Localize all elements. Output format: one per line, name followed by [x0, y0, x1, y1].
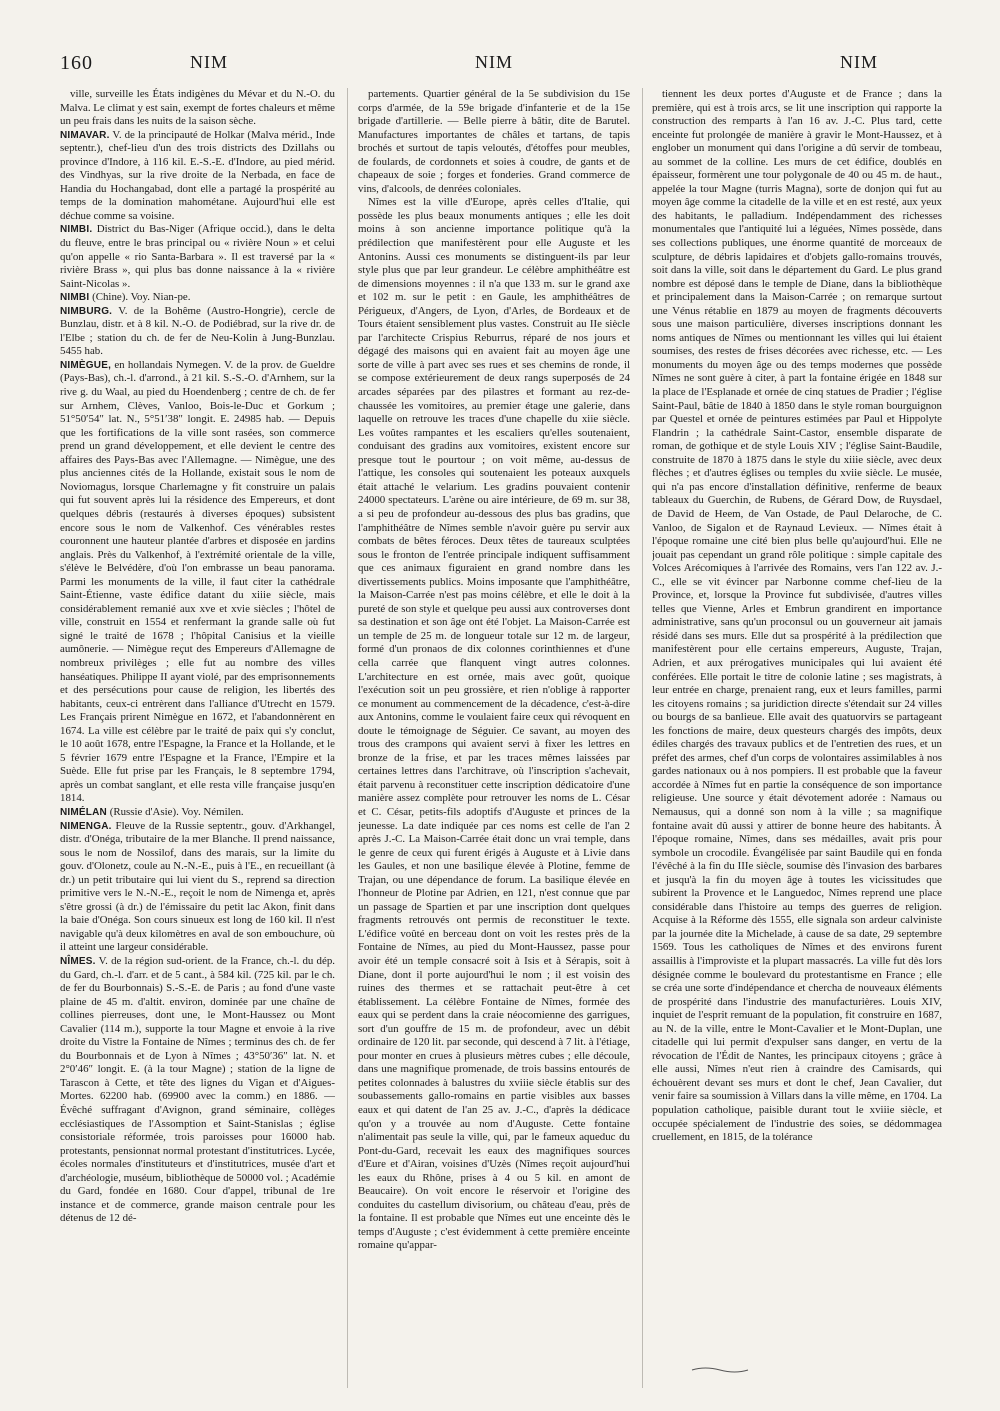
entry-headword: NIMBI.	[60, 224, 93, 236]
text-paragraph	[358, 88, 630, 196]
entry-body: V. de la principauté de Holkar (Malva mérid., Inde septentr.), chef-lieu d'un des trois districts des Dzillahs ou province d'Indore, à 116 kil. E.-S.-E. d'Indore, au pied mérid. des Vindhyas, sur la rive droite de la Nerbada, en face de Handia du Hochangabad, dont elle a partagé la prospérité au temps de la domination mahométane. Aujourd'hui elle est déchue comme sa voisine.	[60, 128, 335, 222]
dictionary-entry	[60, 305, 335, 359]
entry-body: en hollandais Nymegen. V. de la prov. de Gueldre (Pays-Bas), ch.-l. d'arrond., à 21 kil. S.-S.-O. d'Arnhem, sur la rive g. du Waal, au pied du Hoendenberg ; centre de ch. de fer sur Arnhem, Clèves, Vanloo, Bois-le-Duc et Gorkum ; 51°50′54″ lat. N., 5°51′38″ longit. E. 24985 hab. — Depuis que les fortifications de la ville sont rasées, son commerce prend un grand développement, et elle devient le centre des affaires des Pays-Bas avec l'Allemagne. — Nimègue, une des plus anciennes cités de la Hollande, existait sous le nom de Noviomagus, lorsque Charlemagne y fit construire un palais qui fut souvent après lui la résidence des Empereurs, et dont quelques débris (restaurés à diverses époques) subsistent encore sous le nom de Valkenhof. Ces vénérables restes couronnent une hauteur plantée d'arbres et disposée en jardins anglais. Près du Valkenhof, à l'extrémité orientale de la ville, s'élève le Belvédère, d'où l'on embrasse un beau panorama. Parmi les monuments de la ville, il faut citer la cathédrale Saint-Étienne, vaste édifice datant du xiiie siècle, mais considérablement remanié aux xve et xvie siècles ; l'hôtel de ville, construit en 1554 et renfermant la grande salle où fut signé le traité de 1678 ; l'hôpital Canisius et la vieille aumônerie. — Nimègue reçut des Empereurs d'Allemagne de nombreux privilèges ; elle fut au nombre des villes hanséatiques. Philippe II ayant violé, par des emprisonnements et des persécutions pour cause de religion, les libertés des habitants, ceux-ci entrèrent dans l'alliance d'Utrecht en 1579. Les Français prirent Nimègue en 1672, et l'abandonnèrent en 1674. La ville est célèbre par le traité de paix qui s'y conclut, le 10 août 1678, entre l'Espagne, la France et la Hollande, et le 5 février 1679 entre l'Espagne et la France, l'Empire et la Suède. Elle fut prise par les Français, le 8 septembre 1794, après un combat sanglant, et elle resta ville française jusqu'en 1814.	[60, 358, 335, 805]
dictionary-entry	[60, 806, 335, 820]
dictionary-entry	[60, 359, 335, 806]
entry-body: partements. Quartier général de la 5e subdivision du 15e corps d'armée, de la 59e brigade d'infanterie et de la 15e brigade d'artillerie. — Belle pierre à bâtir, dite de Barutel. Manufactures importantes de châles et tartans, de tapis brochés et surtout de tapis veloutés, d'étoffes pour meubles, de foulards, de cordonnets et soies à coudre, de gants et de chapeaux de soie ; forges et fonderies. Grand commerce de vins, d'alcools, de denrées coloniales.	[358, 88, 630, 195]
entry-headword: NÎMES.	[60, 956, 96, 967]
entry-body: tiennent les deux portes d'Auguste et de France ; dans la première, qui est à trois arcs, se lit une inscription qui rapporte la construction des remparts à l'an 16 av. J.-C. Plus tard, cette enceinte fut prolongée de manière à gravir le Mont-Haussez, et à englober un monument qui dans l'origine a dû servir de tombeau, au sommet de la colline. Les murs de cet édifice, doublés en épaisseur, formèrent une tour polygonale de 40 ou 45 m. de haut., appelée la tour Magne (turris Magna), sorte de donjon qui fut au moyen âge comme la citadelle de la ville et en est resté, aux yeux des habitants, le palladium. Indépendamment des richesses monumentales que l'antiquité lui a léguées, Nîmes possède, dans ses collections publiques, une énorme quantité de morceaux de sculpture, de débris lapidaires et d'objets gallo-romains trouvés, soit dans la ville, soit dans le département du Gard. Le plus grand nombre est déposé dans le temple de Diane, dans la bibliothèque et principalement dans la Maison-Carrée ; on remarque surtout une Vénus rétablie en 1879 au moyen de fragments découverts sous une maison particulière, diverses inscriptions donnant les noms antiques de Nîmes ou mentionnant les villes qui lui étaient soumises, des restes de frises décorées avec richesse, etc. — Les monuments du moyen âge ou des temps modernes que possède Nîmes ne sont guère à citer, à part la fontaine érigée en 1848 sur la place de l'Esplanade et ornée de cinq statues de Pradier ; l'église Saint-Paul, bâtie de 1840 à 1850 dans le style roman bourguignon par Questel et ornée de peintures estimées par Paul et Hippolyte Flandrin ; la cathédrale Saint-Castor, ensemble disparate de roman, de gothique et de style Louis XIV ; l'église Saint-Baudile, construite de 1870 à 1875 dans le style du xiiie siècle, avec deux flèches ; et d'autres églises ou temples du xviie siècle. Le musée, qui n'a pas encore d'installation définitive, renferme de beaux tableaux du Guerchin, de Rubens, de Gérard Dow, de Ruysdael, de David de Heem, de Van Ostade, de Paul Delaroche, de C. Vanloo, de Sigalon et de Raynaud Levieux. — Nîmes était à l'époque romaine une cité bien plus belle qu'aujourd'hui. Elle ne jouait pas cependant un grand rôle politique : simple capitale des Volces Arécomiques à l'arrivée des Romains, vers l'an 122 av. J.-C., elle se vit évincer par Narbonne comme chef-lieu de la Province, et, lorsque la Province fut subdivisée, d'autres villes telles que Vienne, Arles et Embrun grandirent en importance administrative, sans qu'un proconsul ou un gouverneur ait jamais résidé dans ses murs. Elle dut sa prospérité à la prédilection que manifestèrent pour elle certains empereurs, Auguste, Trajan, Adrien, et aux prérogatives municipales qui lui avaient été conférées. Elle portait le titre de colonie latine ; ses magistrats, à leur entrée en charge, prenaient rang, eux et leurs familles, parmi les citoyens romains ; sa juridiction directe s'étendait sur 24 villes ou bourgs de sa banlieue. Elle avait des quatuorvirs se partageant les fonctions de maire, deux questeurs chargés des impôts, deux édiles chargés des travaux publics et de l'entretien des rues, et un préfet des armes, chef d'un corps de volontaires assimilables à nos gardes nationaux ou à nos pompiers. Il est probable que la faveur accordée à Nîmes fut en partie la conséquence de son importance religieuse. Une source y était dévotement adorée : Namaus ou Nemausus, qui a donné son nom à la ville ; sa magnifique fontaine avait dû aussi y attirer de bonne heure des habitants. À l'époque romaine, Nîmes, dans ses médailles, avait pris pour symbole un crocodile. Évangélisée par saint Baudile qui en fonda l'évêché à la fin du IIIe siècle, soumise dès l'invasion des barbares et jusqu'à la fin du moyen âge à toutes les vicissitudes que subirent la Provence et le Languedoc, Nîmes reprend une place considérable dans l'histoire au temps des guerres de religion. Acquise à la Réforme dès 1555, elle signala son ardeur calviniste par la journée dite la Michelade, à cause de sa date, 29 septembre 1569. Tous les catholiques de Nîmes et des environs furent assaillis à l'improviste et la plupart massacrés. La ville fut dès lors désignée comme le boulevard du protestantisme en France ; elle se créa une sorte d'indépendance et chercha de nouveaux éléments de prospérité dans l'industrie des manufacturières. Louis XIV, inquiet de l'esprit remuant de la population, fit construire en 1687, au N. de la ville, entre le Mont-Cavalier et le Mont-Duplan, une citadelle qui lui permit d'expulser sans danger, en vertu de la révocation de l'Édit de Nantes, les principaux citoyens ; grâce à elle aussi, Nîmes n'eut rien à craindre des Camisards, qui échouèrent devant ses murs et dont le chef, Jean Cavalier, dut venir faire sa soumission à Villars dans la ville même, en 1704. La population catholique, paisible durant tout le xviiie siècle, et occupée spécialement de l'industrie des soies, se dédommagea cruellement, en 1815, de la tolérance	[652, 88, 942, 1144]
entry-headword: NIMBI	[60, 292, 90, 304]
entry-headword: NIMAVAR.	[60, 129, 110, 141]
entry-body: (Russie d'Asie). Voy. Némilen.	[109, 805, 244, 818]
column-divider	[347, 88, 348, 1388]
dictionary-entry	[60, 129, 335, 224]
entry-body: ville, surveille les États indigènes du Mévar et du N.-O. du Malva. Le climat y est sain, exempt de fortes chaleurs et même un peu frais dans les nuits de la saison sèche.	[60, 88, 335, 128]
dictionary-entry	[60, 223, 335, 291]
entry-body: V. de la Bohême (Austro-Hongrie), cercle de Bunzlau, distr. et à 8 kil. N.-O. de Podiébrad, sur la rive dr. de l'Elbe ; station du ch. de fer de Neu-Kolin à Jung-Bunzlau. 5455 hab.	[60, 304, 335, 358]
text-paragraph	[60, 88, 335, 129]
text-paragraph	[358, 196, 630, 1253]
dictionary-entry	[60, 291, 335, 305]
column-divider	[642, 88, 643, 1388]
header-right-word: NIM	[840, 52, 878, 72]
entry-body: V. de la région sud-orient. de la France, ch.-l. du dép. du Gard, ch.-l. d'arr. et de 5 cant., à 584 kil. (725 kil. par le ch. de fer du Bourbonnais) S.-S.-E. de Paris ; au fond d'une vaste plaine de 45 m. d'altit. environ, dominée par une chaîne de collines pierreuses, dont une, le Mont-Haussez ou Mont Cavalier (114 m.), supporte la tour Magne et envoie à la rive droite du Vistre la Fontaine de Nîmes ; terminus des ch. de fer du Bourbonnais et de Lyon à Nîmes ; 43°50′36″ lat. N. et 2°0′46″ longit. E. (à la tour Magne) ; station de la ligne de Tarascon à Cette, et tête des lignes du Vigan et d'Aigues-Mortes. 62200 hab. (69900 avec la comm.) en 1886. — Évêché suffragant d'Avignon, grand séminaire, collèges ecclésiastiques de l'Assomption et Saint-Stanislas ; église consistoriale réformée, trois paroisses pour 16000 hab. protestants, pensionnat normal protestant d'institutrices. Lycée, écoles normales d'instituteurs et d'institutrices, musée d'art et d'archéologie, muséum, bibliothèque de 50000 vol. ; Académie du Gard, fondée en 1680. Cour d'appel, tribunal de 1re instance et de commerce, grande maison centrale pour les détenus de 12 dé-	[60, 955, 335, 1225]
entry-body: Fleuve de la Russie septentr., gouv. d'Arkhangel, distr. d'Onéga, tributaire de la mer Blanche. Il prend naissance, sous le nom de Nossilof, dans des marais, sur la limite du gouv. d'Olonetz, coule au N.-N.-E., puis à l'E., en recueillant (à dr.) un petit tributaire qui lui vient du S., reprend sa direction primitive vers le N.-N.-E., reçoit le nom de Nimenga et, après s'être grossi (à dr.) de l'émissaire du petit lac Akon, finit dans la baie d'Onéga. Son cours sinueux est long de 160 kil. Il n'est navigable qu'à deux kilomètres en aval de son embouchure, où il atteint une largeur considérable.	[60, 819, 335, 954]
page-number: 160	[60, 52, 93, 74]
entry-headword: NIMENGA.	[60, 820, 112, 832]
entry-body: District du Bas-Niger (Afrique occid.), dans le delta du fleuve, entre le bras principal ou « rivière Noun » et celui qu'on appelle « rio Santa-Barbara ». Il est traversé par la « rivière Brass », qui plus bas donne naissance à la « rivière Saint-Nicolas ».	[60, 223, 335, 290]
running-header	[60, 52, 948, 82]
entry-headword: NIMBURG.	[60, 305, 113, 317]
entry-body: Nîmes est la ville d'Europe, après celles d'Italie, qui possède les plus beaux monuments antiques ; elle les doit moins à son ancienne importance politique qu'à la prédilection que manifestèrent pour elle Auguste et les Antonins. Aussi ces monuments se distinguent-ils par leur style plus que par leur grandeur. Le célèbre amphithéâtre est de dimensions moyennes : il n'a que 133 m. sur le grand axe et 102 m. sur le petit : en Gaule, les amphithéâtres de Périgueux, d'Angers, de Lyon, d'Arles, de Bordeaux et de Tours étaient sensiblement plus vastes. Construit au IIe siècle par l'architecte Crispius Reburrus, réparé de nos jours et dégagé des maisons qui en avaient fait au moyen âge une sorte de ville à part avec ses rues et ses chemins de ronde, il se compose extérieurement de deux rangs superposés de 24 arcades séparées par des pilastres et formant au rez-de-chaussée les vomitoires, au premier étage une galerie, dans laquelle on retrouve les traces d'une chapelle du xiie siècle. Les voûtes rampantes et les escaliers qu'elles soutenaient, conduisant des gradins aux vomitoires, existent encore sur presque tout le pourtour ; on voit même, au-dessus de l'attique, les consoles qui soutenaient les poteaux auxquels était attaché le velarium. Les gradins pouvaient contenir 24000 spectateurs. L'arène ou aire intérieure, de 69 m. sur 38, a si peu de profondeur au-dessous des plus bas gradins, que l'amphithéâtre de Nîmes semble n'avoir guère pu servir aux combats de bêtes féroces. Deux têtes de taureaux sculptées sous le fronton de l'entrée principale indiquent suffisamment que ces animaux figuraient en grand nombre dans les divertissements publics. Moins imposante que l'amphithéâtre, la Maison-Carrée n'est pas moins célèbre, et elle le doit à la pureté de son style et quelque peu aussi aux controverses dont sa destination et son âge ont été l'objet. La Maison-Carrée est un temple de 25 m. de longueur totale sur 12 m. de largeur, formé d'un pronaos de dix colonnes corinthiennes et d'une cella carrée que flanquent vingt autres colonnes. L'architecture en est ornée, mais avec goût, quoique l'exécution soit un peu grossière, et rien n'oblige à rapporter ce monument au commencement de la décadence, c'est-à-dire aux Antonins, comme le voulaient faire ceux qui révoquent en doute le témoignage de Séguier. Ce savant, au moyen des trous des crampons qui avaient servi à fixer les lettres en bronze de la frise, et par les traces mêmes laissées par certaines lettres dans l'architrave, où l'inscription s'achevait, était parvenu à reconstituer cette inscription dédicatoire d'une manière assez complète pour retrouver les noms de L. César et C. César, petits-fils adoptifs d'Auguste et princes de la jeunesse. La date indiquée par ces noms est celle de l'an 2 après J.-C. La Maison-Carrée était donc un vrai temple, dans le genre de ceux qui furent érigés à Auguste et à Livie dans les Gaules, et non une basilique élevée à Plotine, femme de Trajan, ou une dépendance de forum. La basilique élevée en l'honneur de Plotine par Adrien, en 121, n'est connue que par un passage de Spartien et par une inscription dont quelques fragments retrouvés ont permis de reconstituer le texte. L'édifice voûté en berceau dont on voit les restes près de la Fontaine de Nîmes, au pied du Mont-Haussez, passe pour avoir été un temple consacré soit à Isis et à Sérapis, soit à Diane, dont il porte aujourd'hui le nom ; il est voisin des ruines des thermes et se rattachait peut-être à cet établissement. La célèbre Fontaine de Nîmes, formée des eaux qui se perdent dans la craie néocomienne des garrigues, sort d'un gouffre de 15 m. de profondeur, avec un débit ordinaire de 120 lit. par seconde, qui descend à 7 lit. à l'étiage, pour monter en crues à plusieurs mètres cubes ; elle découle, dans une magnifique promenade, de trois bassins entourés de petites colonnades à balustres du xviiie siècle établis sur des soubassements gallo-romains en partie visibles aux basses eaux et qui datent de l'an 25 av. J.-C., d'après la dédicace qu'on y a trouvée au nom d'Auguste. Cette fontaine n'alimentait pas seule la ville, qui, par le fameux aqueduc du Pont-du-Gard, recevait les eaux des magnifiques sources d'Eure et d'Airan, voisines d'Uzès (Nîmes reçoit aujourd'hui les eaux du Rhône, prises à 4 ou 5 kil. en amont de Beaucaire). On voit encore le réservoir et l'origine des conduites du castellum divisorium, ou château d'eau, près de la fontaine. Il est probable que Nîmes eut une enceinte dès le temps d'Auguste ; c'est évidemment à cette première enceinte romaine qu'appar-	[358, 196, 630, 1252]
text-column-1	[60, 88, 335, 1393]
text-paragraph	[652, 88, 942, 1145]
entry-headword: NIMÈGUE,	[60, 359, 112, 371]
end-flourish	[690, 1366, 750, 1374]
dictionary-entry	[60, 820, 335, 955]
text-column-3	[652, 88, 942, 1393]
dictionary-entry	[60, 955, 335, 1226]
header-left-word: NIM	[190, 52, 228, 72]
header-center-word: NIM	[475, 52, 513, 72]
text-column-2	[358, 88, 630, 1393]
entry-headword: NIMÉLAN	[60, 806, 107, 818]
entry-body: (Chine). Voy. Nian-pe.	[92, 291, 191, 304]
